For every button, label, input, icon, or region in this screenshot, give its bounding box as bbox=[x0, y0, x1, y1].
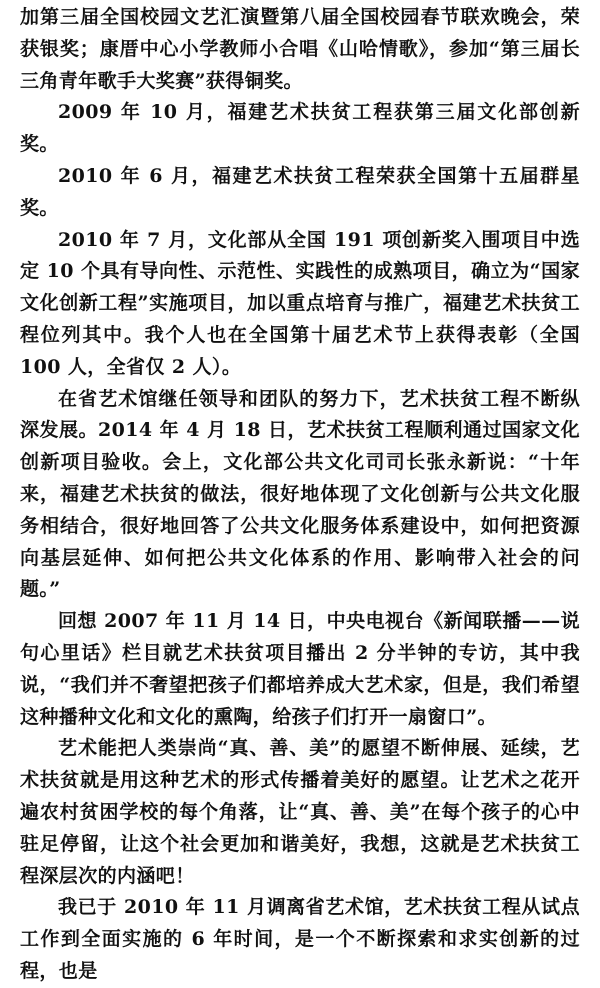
paragraph-2: 2009 年 10 月，福建艺术扶贫工程获第三届文化部创新奖。 bbox=[20, 101, 580, 156]
paragraph-7: 艺术能把人类崇尚“真、善、美”的愿望不断伸展、延续，艺术扶贫就是用这种艺术的形式传播着美好的愿望。让艺术之花开遍农村贫困学校的每个角落，让“真、善、美”在每个孩子的心中驻足停留，让这个社会更加和谐美好，我想，这就是艺术扶贫工程深层次的内涵吧！ bbox=[20, 737, 580, 887]
paragraph-3: 2010 年 6 月，福建艺术扶贫工程荣获全国第十五届群星奖。 bbox=[20, 164, 580, 219]
paragraph-8: 我已于 2010 年 11 月调离省艺术馆，艺术扶贫工程从试点工作到全面实施的 6 年时间，是一个不断探索和求实创新的过程，也是 bbox=[20, 896, 580, 982]
paragraph-6: 回想 2007 年 11 月 14 日，中央电视台《新闻联播——说句心里话》栏目就艺术扶贫项目播出 2 分半钟的专访，其中我说，“我们并不奢望把孩子们都培养成大艺术家，但是，我们希望这种播种文化和文化的熏陶，给孩子们打开一扇窗口”。 bbox=[20, 610, 580, 728]
paragraph-1: 加第三届全国校园文艺汇演暨第八届全国校园春节联欢晚会，荣获银奖；康厝中心小学教师小合唱《山哈情歌》，参加“第三届长三角青年歌手大奖赛”获得铜奖。 bbox=[20, 6, 580, 92]
document-page bbox=[20, 2, 580, 982]
paragraph-4: 2010 年 7 月，文化部从全国 191 项创新奖入围项目中选定 10 个具有导向性、示范性、实践性的成熟项目，确立为“国家文化创新工程”实施项目，加以重点培育与推广，福建艺术扶贫工程位列其中。我个人也在全国第十届艺术节上获得表彰（全国 100 人，全省仅 2 人）。 bbox=[20, 228, 580, 378]
paragraph-5: 在省艺术馆继任领导和团队的努力下，艺术扶贫工程不断纵深发展。2014 年 4 月 18 日，艺术扶贫工程顺利通过国家文化创新项目验收。会上，文化部公共文化司司长张永新说：“十年来，福建艺术扶贫的做法，很好地体现了文化创新与公共文化服务相结合，很好地回答了公共文化服务体系建设中，如何把资源向基层延伸、如何把公共文化体系的作用、影响带入社会的问题。” bbox=[20, 387, 580, 601]
